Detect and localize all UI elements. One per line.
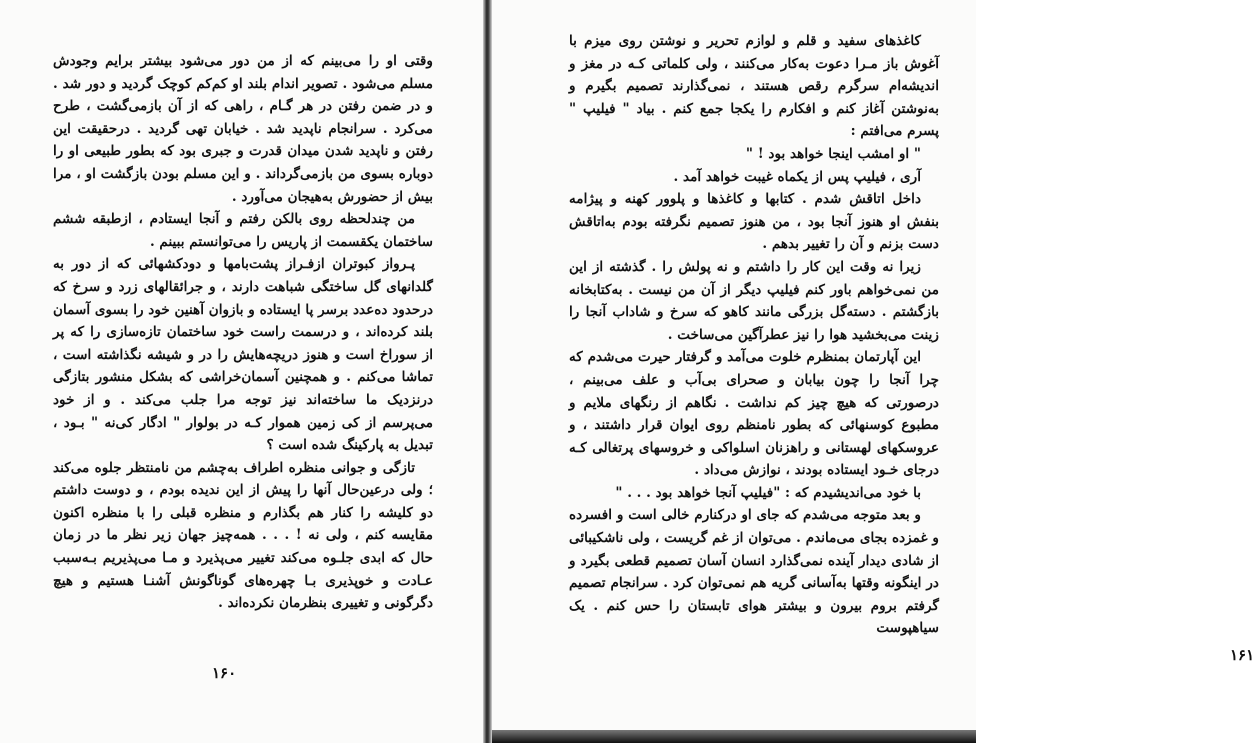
left-paragraph: پـرواز کبوتران ازفـراز پشت‌بامها و دودکشهائی که از دور به گلدانهای گل ساختگی شباهت دارند ، و جرائقالهای زرد و سرخ که درحدود ده‌عدد برسر پا ایستاده و بازوان آهنین خود را بسوی آسمان بلند کرده‌اند ، و درسمت راست خود ساختمان تازه‌سازی را که پر از سوراخ است و هنوز دریچه‌هایش را در و شیشه نگذاشته است ، تماشا می‌کنم . و همچنین آسمان‌خراشی که بشکل منشور بتازگی درنزدیک ما ساخته‌اند نیز توجه مرا جلب می‌کند . و از خود می‌پرسم از کی زمین هموار کـه در بولوار " ادگار کی‌نه " بـود ، تبدیل به پارکینگ شده است ؟ <box>53 256 433 454</box>
left-paragraph: تازگی و جوانی منظره اطراف به‌چشم من نامنتظر جلوه می‌کند ؛ ولی درعین‌حال آنها را پیش از این ندیده بودم ، و دوست داشتم دو کلیشه را کنار هم بگذارم و منظره قبلی را با منظره اکنون مقایسه کنم ، ولی نه ! . . . همه‌چیز جهان زیر نظر ما در زمان حال که ابدی جلـوه می‌کند تغییر می‌پذیرد و مـا می‌پذیریم بـه‌سبب عـادت و خوپذیری بـا چهره‌های گوناگونش آشنـا هستیم و هیچ دگرگونی و تغییری بنظرمان نکرده‌اند . <box>53 459 433 612</box>
left-page-text <box>53 50 433 615</box>
right-paragraph: داخل اتاقش شدم . کتابها و کاغذها و پلوور کهنه و پیژامه بنفش او هنوز آنجا بود ، من هنوز تصمیم نگرفته بودم به‌اتاقش دست بزنم و آن را تغییر بدهم . <box>569 191 939 253</box>
left-paragraph: وقتی او را می‌بینم که از من دور می‌شود بیشتر برایم وجودش مسلم می‌شود . تصویر اندام بلند او کم‌کم کوچک گردید و دور شد . و در ضمن رفتن در هر گـام ، راهی که از آن بازمی‌گشت ، طرح می‌کرد . سرانجام ناپدید شد . خیابان تهی گردید . درحقیقت این رفتن و ناپدید شدن میدان قدرت و جبری بود که بطور طبیعی او را دوباره بسوی من بازمی‌گرداند . و این مسلم بودن بازگشت او ، مرا بیش از حضورش به‌هیجان می‌آورد . <box>53 53 433 205</box>
right-paragraph: " او امشب اینجا خواهد بود ! " <box>745 145 921 162</box>
page-number: ۱۶۱ <box>1230 646 1254 664</box>
scan-shadow <box>492 730 976 743</box>
right-paragraph: زیرا نه وقت این کار را داشتم و نه پولش را . گذشته از این من نمی‌خواهم باور کنم فیلیپ دیگر از آن من نیست . به‌کتابخانه بازگشتم . دسته‌گل بزرگی مانند کاهو که سرخ و شاداب آنجا را زینت می‌بخشید هوا را نیز عطرآگین می‌ساخت . <box>569 258 939 343</box>
right-paragraph: آری ، فیلیپ پس از یکماه غیبت خواهد آمد . <box>673 168 921 185</box>
right-paragraph: این آپارتمان بمنظرم خلوت می‌آمد و گرفتار حیرت می‌شدم که چرا آنجا را چون بیابان و صحرای بی‌آب و علف می‌بینم ، درصورتی که هیچ چیز کم نداشت . نگاهم از رنگهای ملایم و مطبوع کوسنهائی که بطور نامنظم روی ایوان قرار داشتند ، و عروسکهای لهستانی و راهزنان اسلواکی و خروسهای پرتغالی کـه درجای خـود ایستاده بودند ، نوازش می‌داد . <box>569 349 939 479</box>
right-paragraph: با خود می‌اندیشیدم که : "فیلیپ آنجا خواهد بود . . . " <box>615 484 921 501</box>
left-page <box>0 0 483 743</box>
right-page <box>492 0 1254 743</box>
right-page-text <box>569 30 939 640</box>
left-paragraph: من چندلحظه روی بالکن رفتم و آنجا ایستادم ، ازطبقه ششم ساختمان یکقسمت از پاریس را می‌توانستم ببینم . <box>53 211 433 250</box>
page-number: ۱۶۰ <box>212 664 237 682</box>
book-gutter <box>483 0 492 743</box>
right-paragraph: و بعد متوجه می‌شدم که جای او درکنارم خالی است و افسرده و غمزده بجای می‌ماندم . می‌توان از غم گریست ، ولی ناشکیبائی از شادی دیدار آینده نمی‌گذارد انسان آسان تصمیم قطعی بگیرد و در اینگونه وقتها به‌آسانی گریه هم نمی‌توان کرد . سرانجام تصمیم گرفتم بروم بیرون و بیشتر هوای تابستان را حس کنم . یک سیاهپوست <box>569 507 939 637</box>
right-paragraph: کاغذهای سفید و قلم و لوازم تحریر و نوشتن روی میزم با آغوش باز مـرا دعوت به‌کار می‌کنند ، ولی کلماتی کـه در مغز و اندیشه‌ام سرگرم رقص هستند ، نمی‌گذارند تصمیم بگیرم و به‌نوشتن آغاز کنم و افکارم را یکجا جمع کنم . بیاد " فیلیپ " پسرم می‌افتم : <box>569 33 939 140</box>
